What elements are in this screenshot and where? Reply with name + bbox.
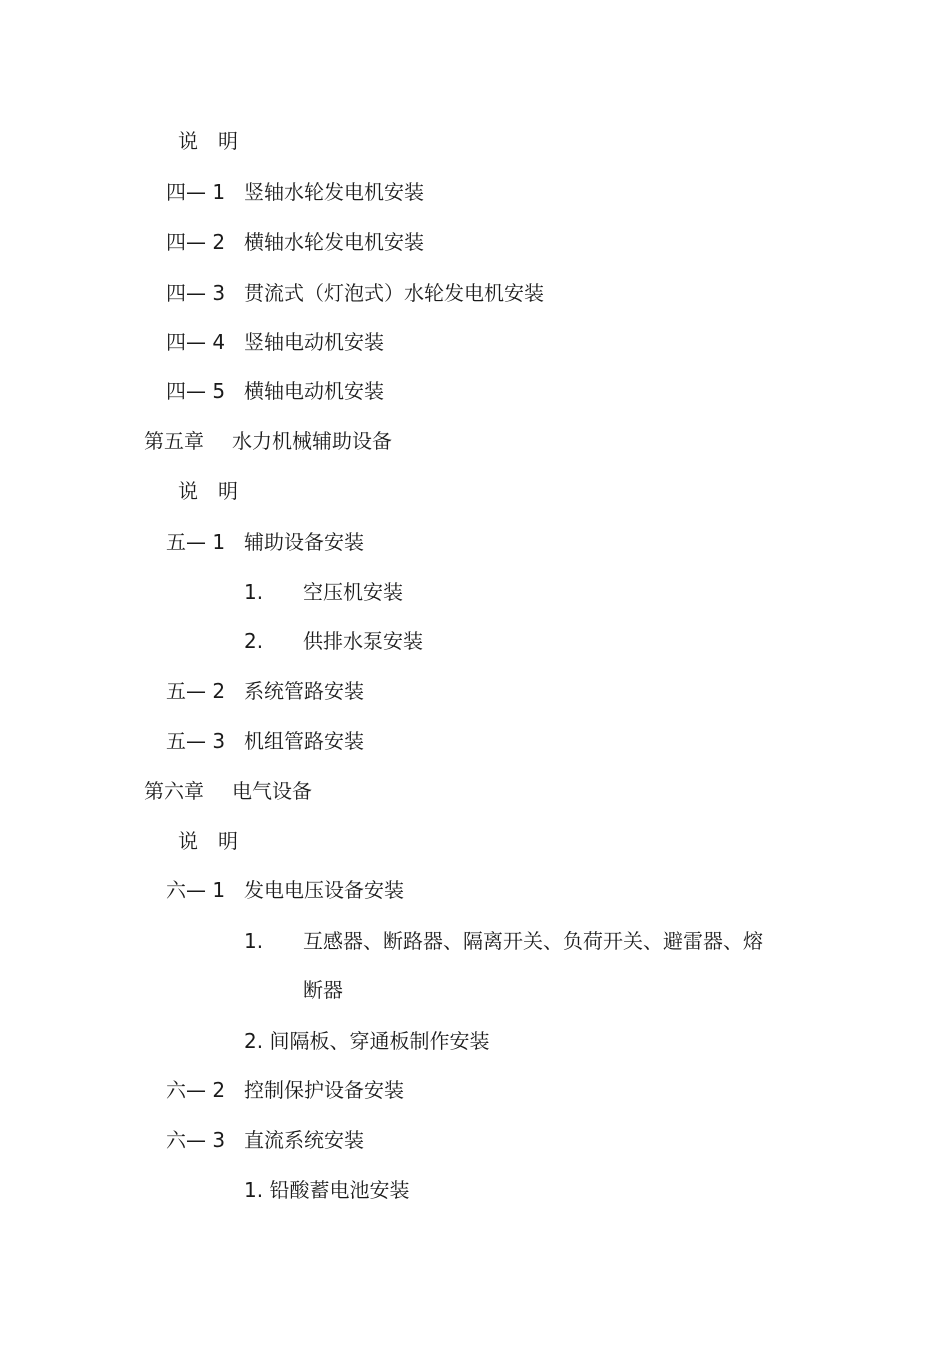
toc-chapter-6-title[interactable]: 电气设备 <box>232 779 312 803</box>
toc-num-5-1: 五— 1 <box>166 530 226 554</box>
toc-entry-6-1-2[interactable]: 2. 间隔板、穿通板制作安装 <box>244 1029 490 1053</box>
toc-num-6-3: 六— 3 <box>166 1128 226 1152</box>
toc-chapter-5-label: 第五章 <box>144 429 204 453</box>
toc-entry-4-2[interactable]: 横轴水轮发电机安装 <box>244 230 424 254</box>
toc-num-6-2: 六— 2 <box>166 1078 226 1102</box>
toc-entry-4-3[interactable]: 贯流式（灯泡式）水轮发电机安装 <box>244 281 544 305</box>
toc-entry-5-1-2[interactable]: 供排水泵安装 <box>303 629 423 653</box>
toc-explain-ch6[interactable]: 说 明 <box>178 829 238 853</box>
toc-num-4-4: 四— 4 <box>166 330 226 354</box>
toc-entry-6-1-1-line2[interactable]: 断器 <box>303 978 343 1002</box>
toc-entry-5-1[interactable]: 辅助设备安装 <box>244 530 364 554</box>
toc-entry-4-4[interactable]: 竖轴电动机安装 <box>244 330 384 354</box>
toc-num-4-3: 四— 3 <box>166 281 226 305</box>
toc-entry-5-3[interactable]: 机组管路安装 <box>244 729 364 753</box>
toc-chapter-5-title[interactable]: 水力机械辅助设备 <box>232 429 392 453</box>
toc-num-4-5: 四— 5 <box>166 379 226 403</box>
toc-explain-ch5[interactable]: 说 明 <box>178 479 238 503</box>
toc-entry-6-1[interactable]: 发电电压设备安装 <box>244 878 404 902</box>
toc-entry-6-1-1-line1[interactable]: 互感器、断路器、隔离开关、负荷开关、避雷器、熔 <box>303 929 763 953</box>
toc-num-4-2: 四— 2 <box>166 230 226 254</box>
toc-entry-4-5[interactable]: 横轴电动机安装 <box>244 379 384 403</box>
toc-num-5-1-1: 1. <box>244 580 264 604</box>
toc-entry-6-3[interactable]: 直流系统安装 <box>244 1128 364 1152</box>
toc-entry-6-3-1[interactable]: 1. 铅酸蓄电池安装 <box>244 1178 410 1202</box>
toc-entry-6-2[interactable]: 控制保护设备安装 <box>244 1078 404 1102</box>
toc-num-5-1-2: 2. <box>244 629 264 653</box>
toc-num-5-2: 五— 2 <box>166 679 226 703</box>
toc-entry-5-1-1[interactable]: 空压机安装 <box>303 580 403 604</box>
toc-num-5-3: 五— 3 <box>166 729 226 753</box>
toc-num-6-1: 六— 1 <box>166 878 226 902</box>
toc-entry-4-1[interactable]: 竖轴水轮发电机安装 <box>244 180 424 204</box>
toc-num-6-1-1: 1. <box>244 929 264 953</box>
toc-num-4-1: 四— 1 <box>166 180 226 204</box>
toc-chapter-6-label: 第六章 <box>144 779 204 803</box>
toc-entry-5-2[interactable]: 系统管路安装 <box>244 679 364 703</box>
toc-explain-ch4[interactable]: 说 明 <box>178 129 238 153</box>
